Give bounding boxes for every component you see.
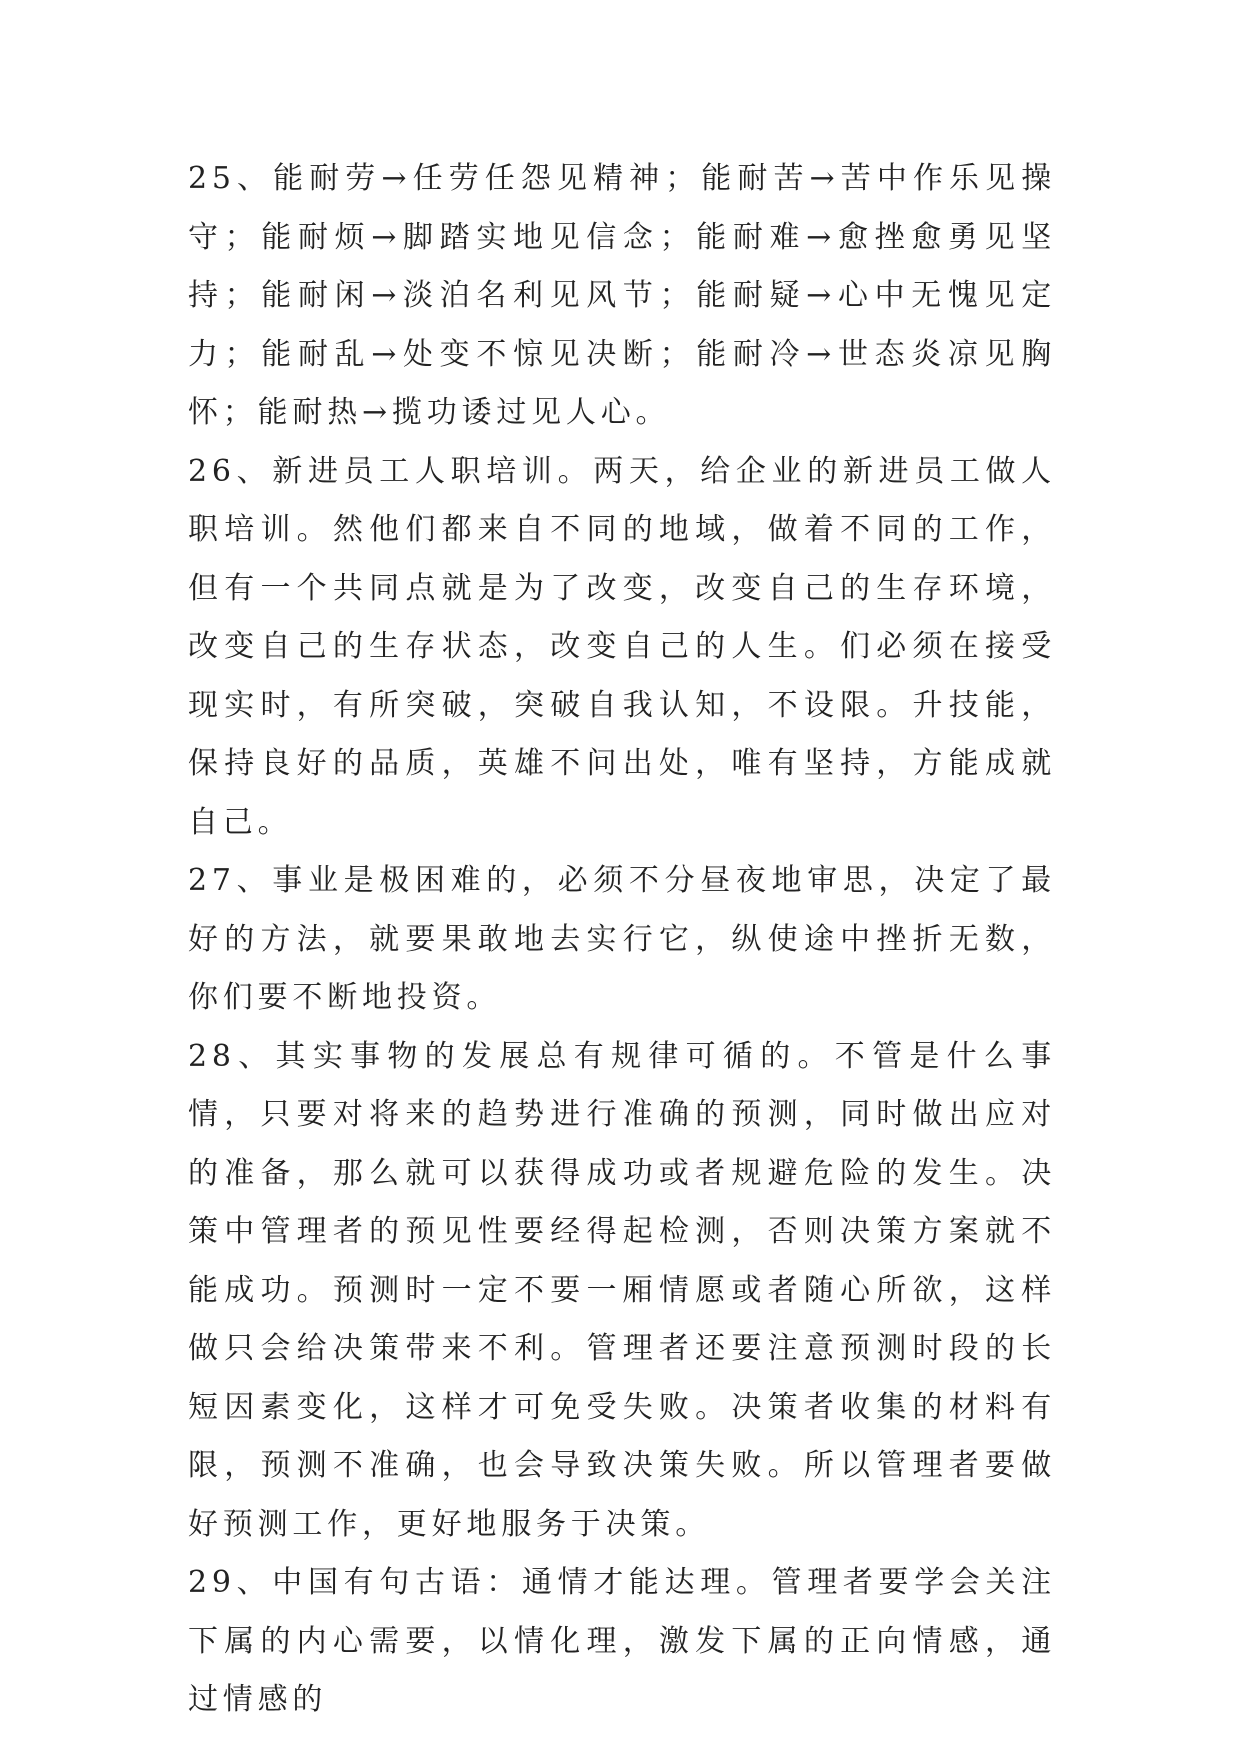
- document-body: [188, 150, 1056, 1730]
- paragraph-26: 26、新进员工人职培训。两天，给企业的新进员工做人职培训。然他们都来自不同的地域，做着不同的工作，但有一个共同点就是为了改变，改变自己的生存环境，改变自己的生存状态，改变自己的人生。们必须在接受现实时，有所突破，突破自我认知，不设限。升技能，保持良好的品质，英雄不问出处，唯有坚持，方能成就自己。: [188, 453, 1056, 840]
- paragraph-28: 28、其实事物的发展总有规律可循的。不管是什么事情，只要对将来的趋势进行准确的预测，同时做出应对的准备，那么就可以获得成功或者规避危险的发生。决策中管理者的预见性要经得起检测，否则决策方案就不能成功。预测时一定不要一厢情愿或者随心所欲，这样做只会给决策带来不利。管理者还要注意预测时段的长短因素变化，这样才可免受失败。决策者收集的材料有限，预测不准确，也会导致决策失败。所以管理者要做好预测工作，更好地服务于决策。: [188, 1038, 1056, 1542]
- paragraph-25: 25、能耐劳→任劳任怨见精神；能耐苦→苦中作乐见操守；能耐烦→脚踏实地见信念；能耐难→愈挫愈勇见坚持；能耐闲→淡泊名利见风节；能耐疑→心中无愧见定力；能耐乱→处变不惊见决断；能耐冷→世态炎凉见胸怀；能耐热→揽功诿过见人心。: [188, 161, 1056, 430]
- paragraph-27: 27、事业是极困难的，必须不分昼夜地审思，决定了最好的方法，就要果敢地去实行它，纵使途中挫折无数，你们要不断地投资。: [188, 863, 1056, 1015]
- paragraph-29: 29、中国有句古语：通情才能达理。管理者要学会关注下属的内心需要，以情化理，激发下属的正向情感，通过情感的: [188, 1565, 1056, 1717]
